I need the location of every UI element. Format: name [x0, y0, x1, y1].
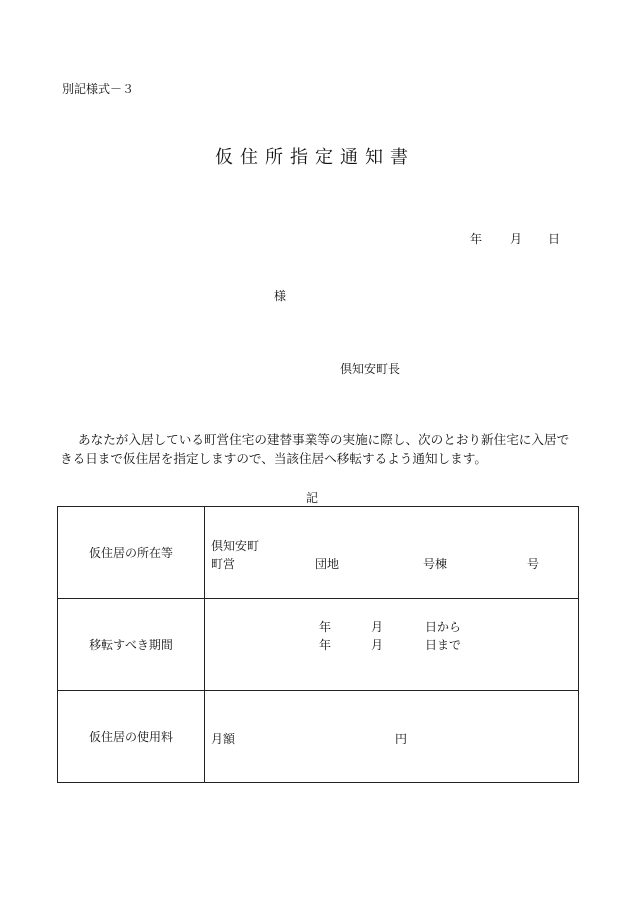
town-name: 倶知安町	[211, 539, 260, 553]
goutou-label: 号棟	[423, 557, 448, 571]
addressee-suffix: 様	[274, 289, 287, 303]
ki-heading: 記	[306, 491, 319, 505]
date-day-label: 日	[548, 232, 561, 246]
issuer-name: 倶知安町長	[340, 362, 401, 376]
eiei-label: 町営	[211, 557, 236, 571]
notice-body: あなたが入居している町営住宅の建替事業等の実施に際し、次のとおり新住宅に入居できる日まで仮住居を指定しますので、当該住居へ移転するよう通知します。	[60, 432, 570, 466]
notice-table	[57, 506, 579, 783]
period-cell	[205, 599, 579, 691]
form-number: 別記様式－３	[62, 82, 135, 96]
period-end-month: 月	[371, 638, 384, 652]
fee-cell	[205, 691, 579, 783]
location-label: 仮住居の所在等	[58, 507, 205, 599]
period-end-year: 年	[319, 638, 332, 652]
date-year-label: 年	[470, 232, 483, 246]
monthly-label: 月額	[211, 732, 236, 746]
period-label: 移転すべき期間	[58, 599, 205, 691]
gou-label: 号	[527, 557, 540, 571]
yen-label: 円	[395, 732, 408, 746]
document-title: 仮住所指定通知書	[215, 147, 415, 168]
table-row-location	[58, 507, 579, 599]
date-month-label: 月	[510, 232, 523, 246]
period-start-day: 日から	[425, 620, 462, 634]
danchi-label: 団地	[315, 557, 340, 571]
period-start-year: 年	[319, 620, 332, 634]
location-cell	[205, 507, 579, 599]
fee-label: 仮住居の使用料	[58, 691, 205, 783]
table-row-fee	[58, 691, 579, 783]
table-row-period	[58, 599, 579, 691]
period-start-month: 月	[371, 620, 384, 634]
period-end-day: 日まで	[425, 638, 462, 652]
